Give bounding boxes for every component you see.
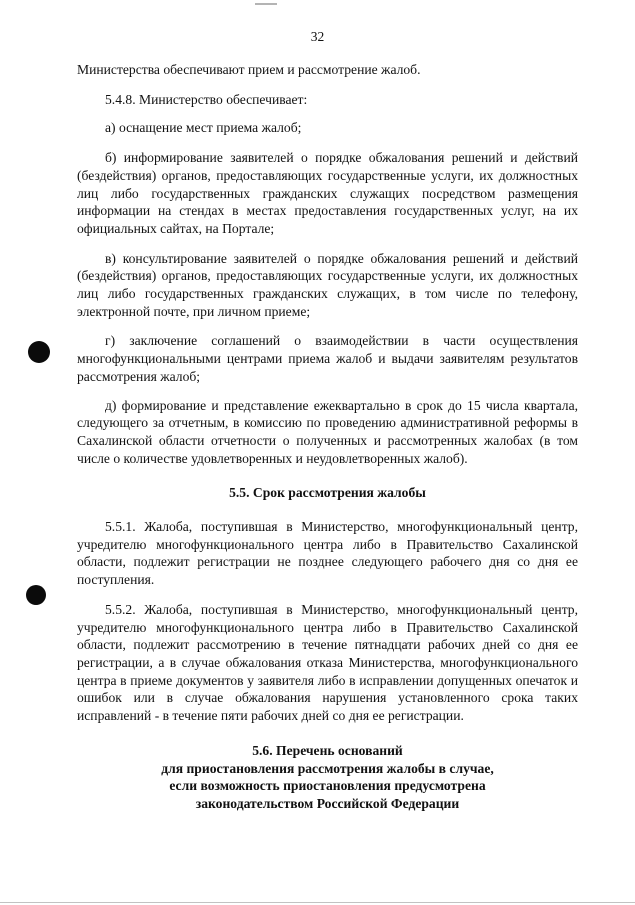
paragraph: Министерства обеспечивают прием и рассмотрение жалоб.: [77, 62, 421, 77]
paragraph: в) консультирование заявителей о порядке обжалования решений и действий (бездействия) органов, предоставляющих государственные услуги, их должностных лиц либо государственных гражданских служащих, в том числе по телефону, электронной почте, при личном приеме;: [77, 250, 578, 319]
paragraph: 5.5.1. Жалоба, поступившая в Министерство, многофункциональный центр, учредителю многофункционального центра либо в Правительство Сахалинской области, подлежит регистрации не позднее следующего рабочего дня со дня ее поступления.: [77, 519, 578, 588]
section-heading: 5.6. Перечень оснований: [252, 742, 403, 758]
paragraph: г) заключение соглашений о взаимодействии в части осуществления многофункциональными центрами приема жалоб и выдачи заявителям результатов рассмотрения жалоб;: [77, 333, 578, 384]
paragraph: 5.5.2. Жалоба, поступившая в Министерство, многофункциональный центр, учредителю многофункционального центра либо в Правительство Сахалинской области, подлежит рассмотрению в течение пятнадцати рабочих дней со дня ее регистрации, а в случае обжалования отказа Министерства, многофункционального центра в приеме документов у заявителя либо в исправлении допущенных опечаток и ошибок или в случае обжалования нарушения установленного срока таких исправлений - в течение пяти рабочих дней со дня ее регистрации.: [77, 601, 578, 724]
punch-hole-mark: [26, 585, 46, 605]
section-heading: законодательством Российской Федерации: [195, 795, 460, 811]
scan-artifact: [255, 3, 277, 5]
page-number: 32: [310, 29, 325, 44]
paragraph: д) формирование и представление ежеквартально в срок до 15 числа квартала, следующего за отчетным, в комиссию по проведению административной реформы в Сахалинской области отчетности о полученных и рассмотренных жалобах (в том числе о количестве удовлетворенных и неудовлетворенных жалоб).: [77, 397, 578, 466]
document-body: [77, 61, 578, 813]
section-heading: для приостановления рассмотрения жалобы в случае,: [161, 760, 494, 776]
paragraph: 5.4.8. Министерство обеспечивает:: [105, 91, 308, 107]
section-heading: если возможность приостановления предусмотрена: [169, 778, 486, 794]
section-heading: 5.5. Срок рассмотрения жалобы: [229, 485, 426, 501]
scan-edge: [0, 902, 635, 903]
section-heading-block: [77, 742, 578, 813]
paragraph: б) информирование заявителей о порядке обжалования решений и действий (бездействия) органов, предоставляющих государственные услуги, их должностных лиц либо государственных гражданских служащих посредством размещения информации на стендах в местах предоставления государственных услуг, на их официальных сайтах, на Портале;: [77, 150, 578, 236]
punch-hole-mark: [28, 341, 50, 363]
paragraph: а) оснащение мест приема жалоб;: [105, 120, 302, 136]
